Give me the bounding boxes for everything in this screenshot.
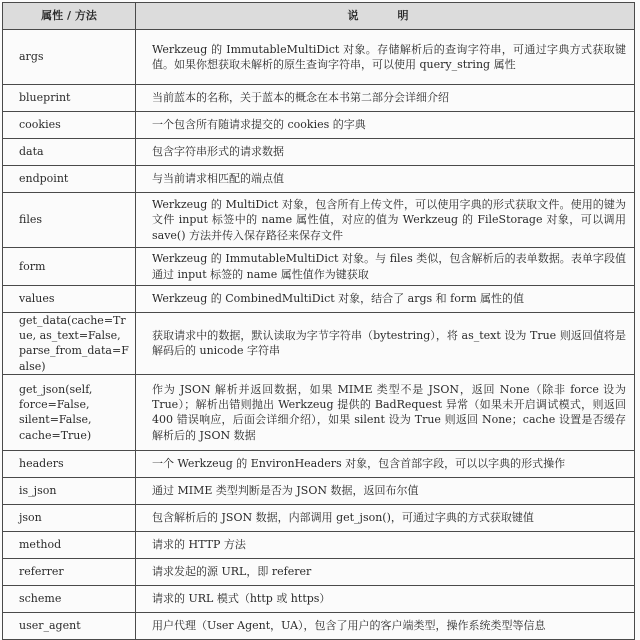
table-row [3,531,635,558]
attr-name: referrer [3,558,136,585]
attr-description: 请求的 HTTP 方法 [136,531,635,558]
table-row [3,193,635,248]
attr-description: 用户代理（User Agent，UA），包含了用户的客户端类型，操作系统类型等信息 [136,612,635,639]
attr-description: 获取请求中的数据，默认读取为字节字符串（bytestring），将 as_text 设为 True 则返回值将是解码后的 unicode 字符串 [136,313,635,375]
attr-name: get_json(self, force=False, silent=False, cache=True) [3,374,136,450]
attr-description: 请求发起的源 URL，即 referer [136,558,635,585]
attr-name: args [3,30,136,85]
attr-description: 通过 MIME 类型判断是否为 JSON 数据，返回布尔值 [136,477,635,504]
table-row [3,477,635,504]
attr-description: 作为 JSON 解析并返回数据，如果 MIME 类型不是 JSON，返回 None（除非 force 设为 True）；解析出错则抛出 Werkzeug 提供的 BadRequest 异常（如果未开启调试模式，则返回 400 错误响应，后面会详细介绍），如果 silent 设为 True 则返回 None；cache 设置是否缓存解析后的 JSON 数据 [136,374,635,450]
attr-description: 包含字符串形式的请求数据 [136,139,635,166]
attr-name: headers [3,450,136,477]
attr-name: data [3,139,136,166]
table-row [3,585,635,612]
attr-name: cookies [3,112,136,139]
attr-name: files [3,193,136,248]
attr-description: 当前蓝本的名称，关于蓝本的概念在本书第二部分会详细介绍 [136,85,635,112]
attr-name: blueprint [3,85,136,112]
attr-description: 一个包含所有随请求提交的 cookies 的字典 [136,112,635,139]
table-row [3,286,635,313]
attr-description: Werkzeug 的 ImmutableMultiDict 对象。存储解析后的查询字符串，可通过字典方式获取键值。如果你想获取未解析的原生查询字符串，可以使用 query_string 属性 [136,30,635,85]
attr-name: values [3,286,136,313]
table-row [3,112,635,139]
table-row [3,313,635,375]
attr-description: Werkzeug 的 MultiDict 对象，包含所有上传文件，可以使用字典的形式获取文件。使用的键为文件 input 标签中的 name 属性值，对应的值为 Werkzeug 的 FileStorage 对象，可以调用 save() 方法并传入保存路径来保存文件 [136,193,635,248]
request-attributes-table [2,2,635,640]
table-row [3,248,635,286]
table-row [3,85,635,112]
table-row [3,166,635,193]
table-row [3,30,635,85]
attr-name: method [3,531,136,558]
table-row [3,612,635,639]
table-row [3,558,635,585]
attr-name: form [3,248,136,286]
attr-name: user_agent [3,612,136,639]
table-row [3,504,635,531]
table-row [3,139,635,166]
attr-name: scheme [3,585,136,612]
table-row [3,450,635,477]
attr-name: json [3,504,136,531]
attr-name: is_json [3,477,136,504]
attr-name: get_data(cache=True, as_text=False, parse_from_data=False) [3,313,136,375]
attr-name: endpoint [3,166,136,193]
attr-description: 一个 Werkzeug 的 EnvironHeaders 对象，包含首部字段，可以以字典的形式操作 [136,450,635,477]
attr-description: Werkzeug 的 CombinedMultiDict 对象，结合了 args 和 form 属性的值 [136,286,635,313]
attr-description: Werkzeug 的 ImmutableMultiDict 对象。与 files 类似，包含解析后的表单数据。表单字段值通过 input 标签的 name 属性值作为键获取 [136,248,635,286]
table-header-row [3,3,635,30]
attr-description: 请求的 URL 模式（http 或 https） [136,585,635,612]
header-attribute-method: 属性 / 方法 [3,3,136,30]
header-description: 说 明 [136,3,635,30]
table-row [3,374,635,450]
attr-description: 包含解析后的 JSON 数据，内部调用 get_json()，可通过字典的方式获取键值 [136,504,635,531]
attr-description: 与当前请求相匹配的端点值 [136,166,635,193]
